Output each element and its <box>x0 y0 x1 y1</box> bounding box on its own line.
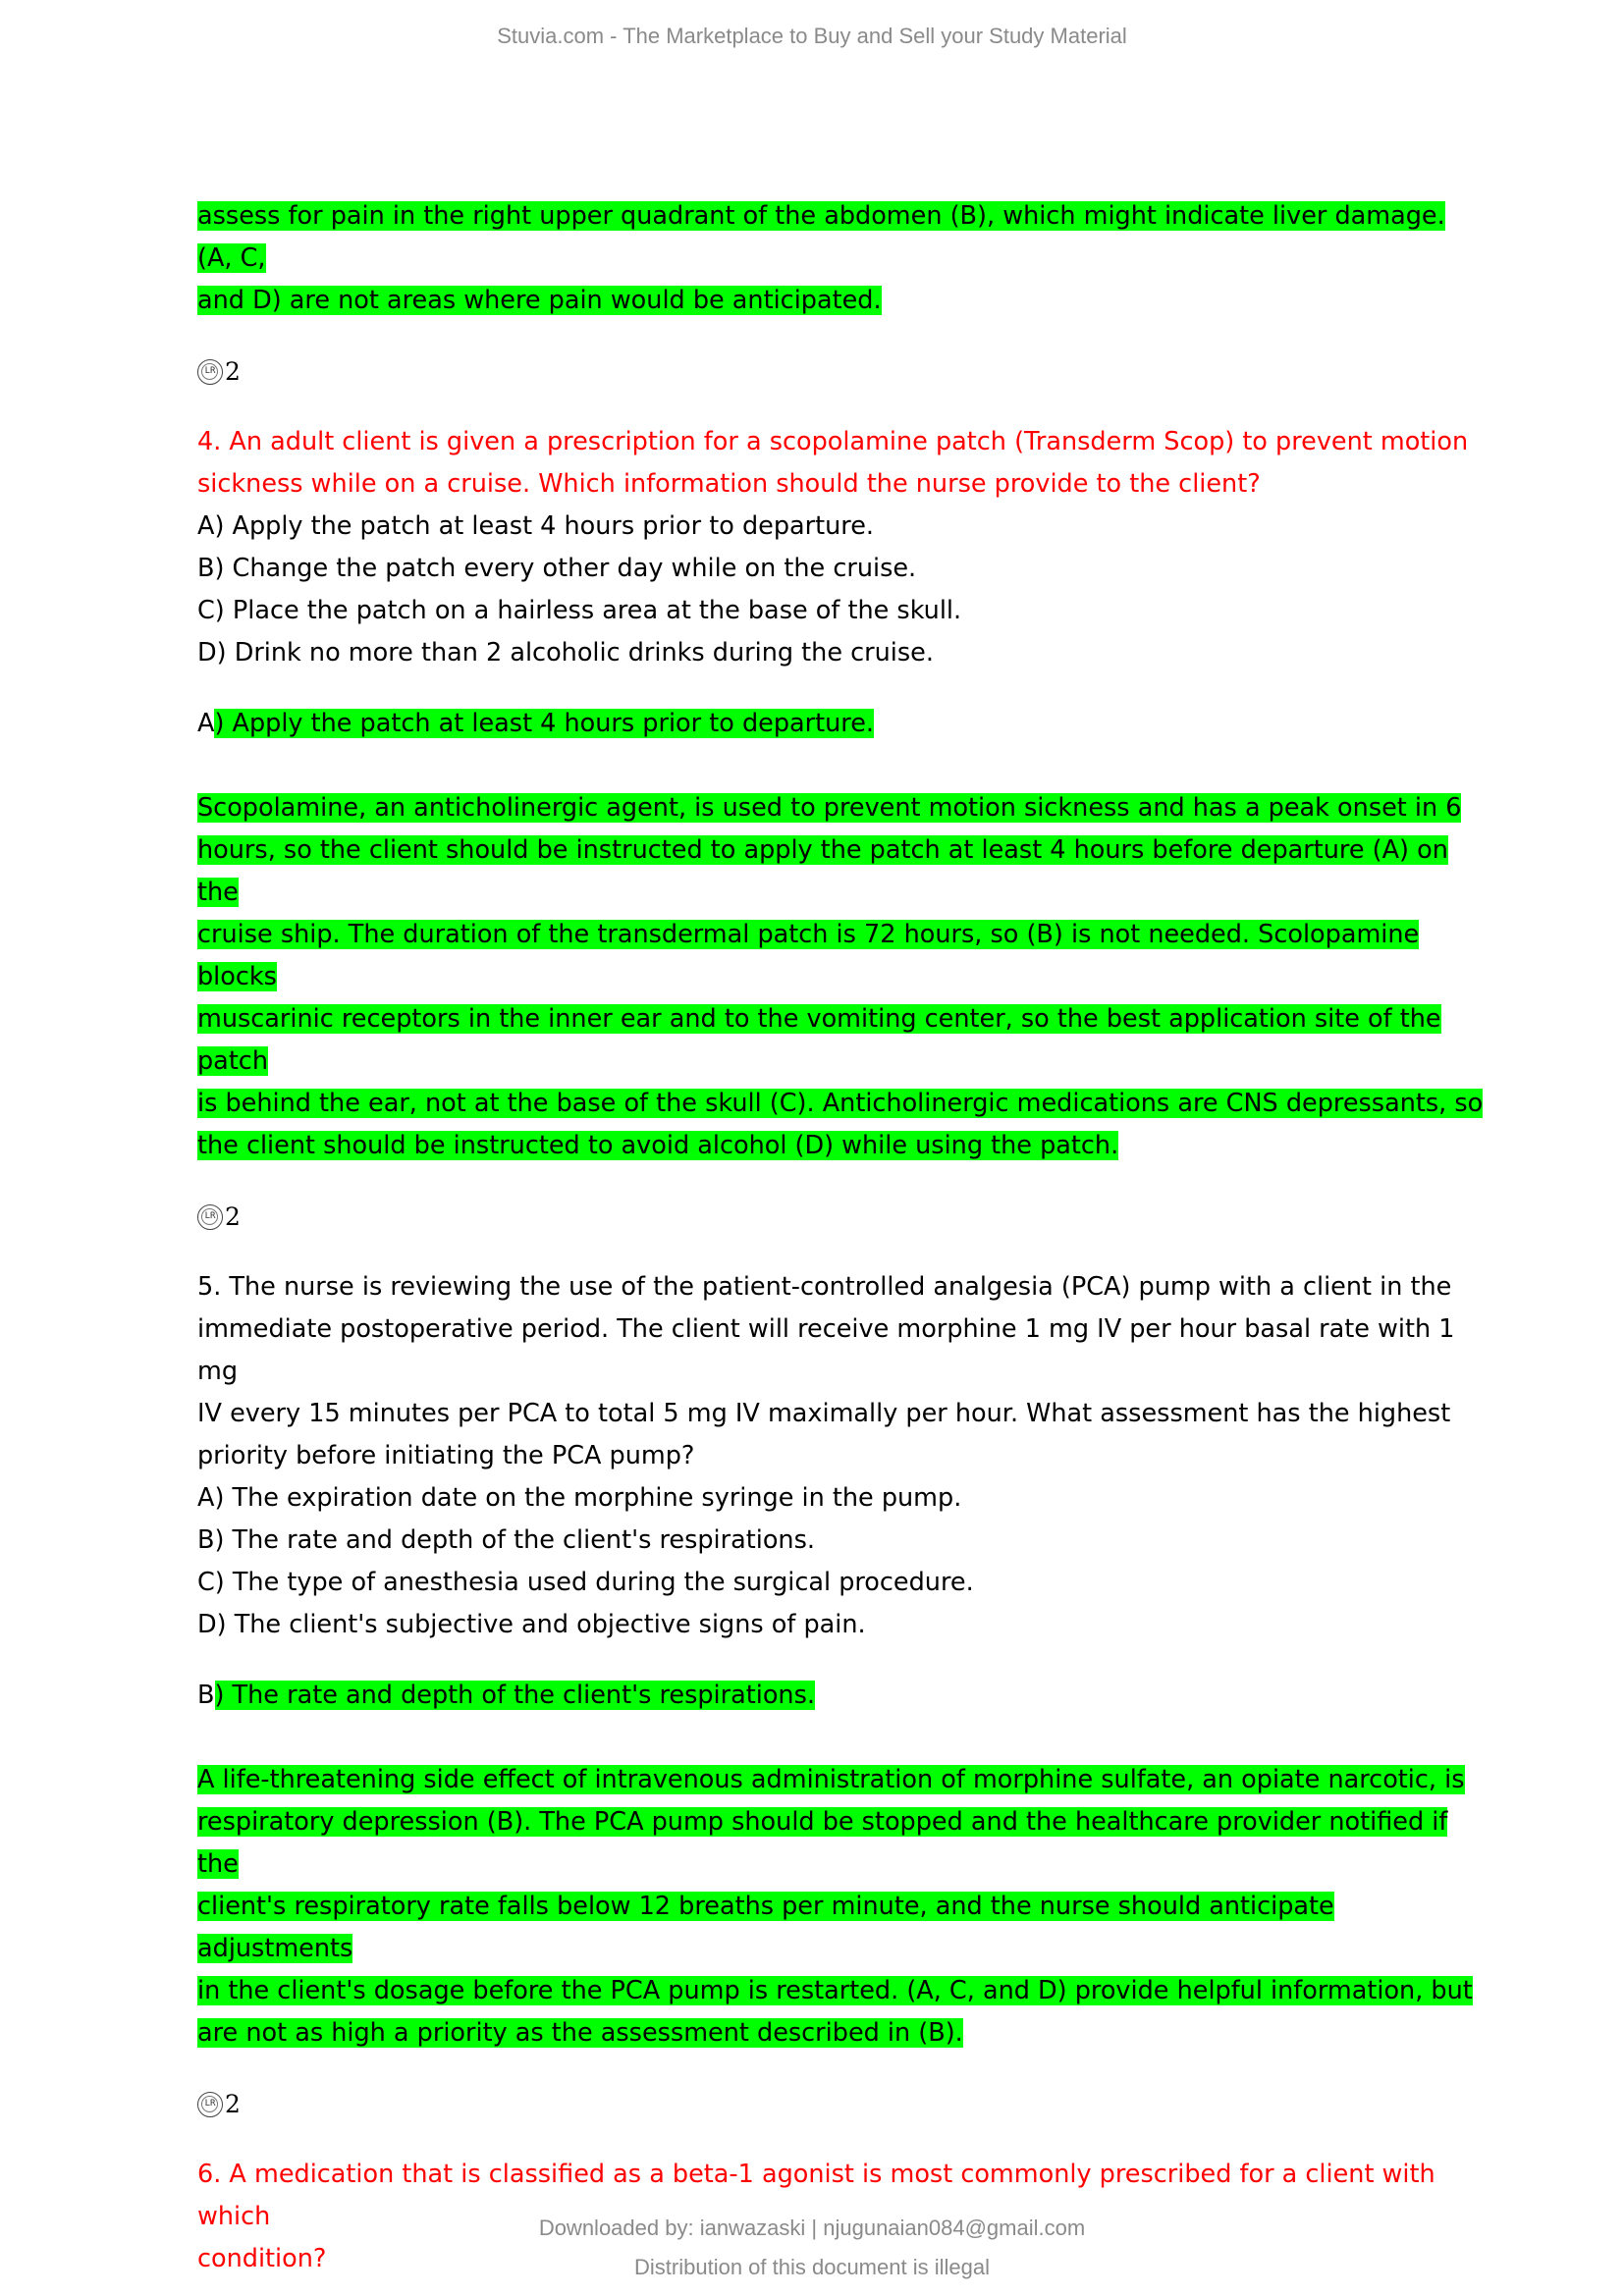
answer-letter: B <box>197 1681 215 1710</box>
footer-distribution-notice: Distribution of this document is illegal <box>634 2255 990 2279</box>
answer-text: ) Apply the patch at least 4 hours prior to departure. <box>214 709 875 738</box>
document-body <box>197 195 1484 2280</box>
answer-4 <box>197 703 1484 745</box>
option-b: B) The rate and depth of the client's respirations. <box>197 1525 815 1555</box>
rationale-line: and D) are not areas where pain would be anticipated. <box>197 286 882 315</box>
page-header: Stuvia.com - The Marketplace to Buy and Sell your Study Material <box>497 24 1127 48</box>
option-b: B) Change the patch every other day while on the cruise. <box>197 554 917 583</box>
answer-letter: A <box>197 709 215 738</box>
question-6-line: 6. A medication that is classified as a beta-1 agonist is most commonly prescribed for a client with which <box>197 2160 1435 2231</box>
rationale-line: respiratory depression (B). The PCA pump should be stopped and the healthcare provider notified if the <box>197 1807 1448 1879</box>
level-badge-icon: LR <box>197 1204 223 1230</box>
question-5-line: IV every 15 minutes per PCA to total 5 mg IV maximally per hour. What assessment has the highest <box>197 1399 1451 1428</box>
rationale-line: A life-threatening side effect of intravenous administration of morphine sulfate, an opiate narcotic, is <box>197 1765 1465 1794</box>
answer-5 <box>197 1675 1484 1717</box>
level-badge-icon: LR <box>197 2092 223 2117</box>
rationale-line: client's respiratory rate falls below 12 breaths per minute, and the nurse should anticipate adjustments <box>197 1892 1334 1963</box>
rationale-line: the client should be instructed to avoid alcohol (D) while using the patch. <box>197 1131 1119 1160</box>
option-c: C) Place the patch on a hairless area at the base of the skull. <box>197 596 962 625</box>
rationale-line: cruise ship. The duration of the transdermal patch is 72 hours, so (B) is not needed. Scolopamine blocks <box>197 920 1420 991</box>
rationale-line: in the client's dosage before the PCA pump is restarted. (A, C, and D) provide helpful information, but <box>197 1976 1473 2005</box>
question-5-line: 5. The nurse is reviewing the use of the patient-controlled analgesia (PCA) pump with a client in the <box>197 1272 1452 1302</box>
difficulty-marker: LR 2 <box>197 2083 1484 2125</box>
option-a: A) The expiration date on the morphine syringe in the pump. <box>197 1483 962 1513</box>
difficulty-marker: LR 2 <box>197 350 1484 393</box>
option-d: D) Drink no more than 2 alcoholic drinks during the cruise. <box>197 638 934 667</box>
question-4-line: sickness while on a cruise. Which information should the nurse provide to the client? <box>197 469 1261 499</box>
question-4-line: 4. An adult client is given a prescription for a scopolamine patch (Transderm Scop) to prevent motion <box>197 427 1469 456</box>
option-c: C) The type of anesthesia used during the surgical procedure. <box>197 1568 974 1597</box>
rationale-line: is behind the ear, not at the base of the skull (C). Anticholinergic medications are CNS depressants, so <box>197 1089 1484 1118</box>
question-5-line: priority before initiating the PCA pump? <box>197 1441 695 1470</box>
question-6-line: condition? <box>197 2244 327 2273</box>
rationale-line: hours, so the client should be instructed to apply the patch at least 4 hours before departure (A) on the <box>197 835 1448 907</box>
option-a: A) Apply the patch at least 4 hours prior to departure. <box>197 511 874 541</box>
rationale-line: assess for pain in the right upper quadrant of the abdomen (B), which might indicate liver damage. (A, C, <box>197 201 1445 273</box>
rationale-line: are not as high a priority as the assessment described in (B). <box>197 2018 963 2048</box>
difficulty-marker: LR 2 <box>197 1196 1484 1238</box>
footer-downloaded-by: Downloaded by: ianwazaski | njugunaian084@gmail.com <box>538 2216 1086 2240</box>
rationale-line: Scopolamine, an anticholinergic agent, is used to prevent motion sickness and has a peak onset in 6 <box>197 793 1462 823</box>
question-5-line: immediate postoperative period. The client will receive morphine 1 mg IV per hour basal rate with 1 mg <box>197 1314 1455 1386</box>
rationale-line: muscarinic receptors in the inner ear and to the vomiting center, so the best application site of the patch <box>197 1004 1441 1076</box>
level-badge-icon: LR <box>197 359 223 385</box>
option-d: D) The client's subjective and objective signs of pain. <box>197 1610 866 1639</box>
answer-text: ) The rate and depth of the client's respirations. <box>214 1681 815 1710</box>
